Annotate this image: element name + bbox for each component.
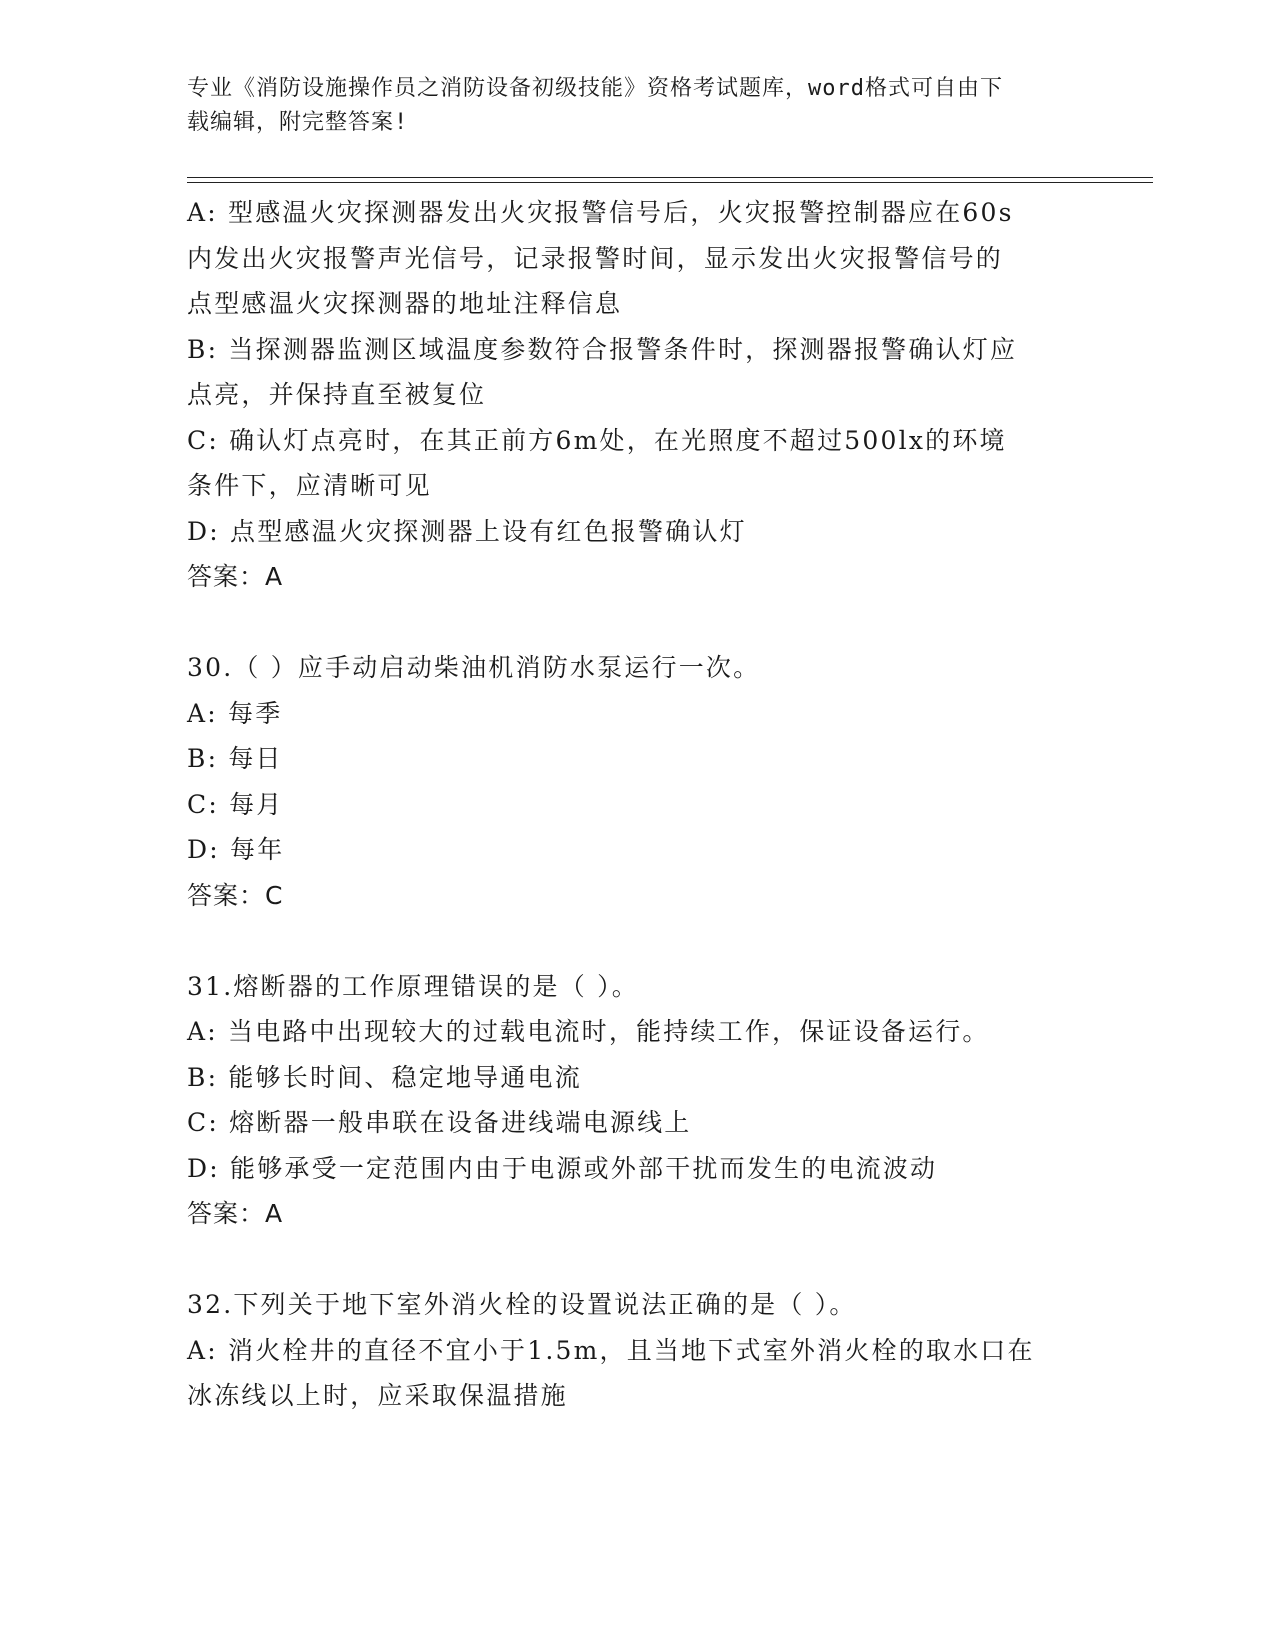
header-divider-top <box>187 177 1153 178</box>
answer: 答案：A <box>187 1199 284 1228</box>
option-c-line-1: C: 确认灯点亮时，在其正前方6m处，在光照度不超过500lx的环境 <box>187 425 1007 455</box>
question-text: 30.（ ）应手动启动柴油机消防水泵运行一次。 <box>187 653 761 682</box>
header-divider-bottom <box>187 182 1153 183</box>
spacer <box>187 1237 1087 1283</box>
question-32-block <box>187 1282 1087 1419</box>
option-b-line-2: 点亮，并保持直至被复位 <box>187 380 487 409</box>
option-a-line-1: A: 消火栓井的直径不宜小于1.5m，且当地下式室外消火栓的取水口在 <box>187 1335 1035 1365</box>
option-a-line-2: 内发出火灾报警声光信号，记录报警时间，显示发出火灾报警信号的 <box>187 243 1004 273</box>
question-text: 32.下列关于地下室外消火栓的设置说法正确的是（ ）。 <box>187 1290 857 1319</box>
answer: 答案：A <box>187 562 284 591</box>
option-c-line-2: 条件下，应清晰可见 <box>187 471 432 500</box>
option-c: C: 熔断器一般串联在设备进线端电源线上 <box>187 1108 692 1137</box>
question-30-block <box>187 645 1087 918</box>
question-content <box>187 190 1087 1419</box>
header-line-2: 载编辑，附完整答案! <box>187 110 409 135</box>
option-a-line-2: 冰冻线以上时，应采取保温措施 <box>187 1381 568 1410</box>
answer: 答案：C <box>187 880 284 910</box>
option-a-line-1: A: 型感温火灾探测器发出火灾报警信号后，火灾报警控制器应在60s <box>187 198 1014 227</box>
option-d: D: 能够承受一定范围内由于电源或外部干扰而发生的电流波动 <box>187 1153 938 1183</box>
spacer <box>187 918 1087 964</box>
option-b: B: 每日 <box>187 744 283 773</box>
option-d: D: 每年 <box>187 835 285 864</box>
previous-question-block <box>187 190 1087 600</box>
option-d: D: 点型感温火灾探测器上设有红色报警确认灯 <box>187 516 747 546</box>
header-line-1: 专业《消防设施操作员之消防设备初级技能》资格考试题库，word格式可自由下 <box>187 76 1003 101</box>
option-b-line-1: B: 当探测器监测区域温度参数符合报警条件时，探测器报警确认灯应 <box>187 334 1018 364</box>
option-c: C: 每月 <box>187 789 284 819</box>
option-b: B: 能够长时间、稳定地导通电流 <box>187 1062 582 1092</box>
question-text: 31.熔断器的工作原理错误的是（ ）。 <box>187 971 640 1001</box>
document-header <box>187 72 1067 140</box>
option-a-line-3: 点型感温火灾探测器的地址注释信息 <box>187 289 623 318</box>
question-31-block <box>187 964 1087 1237</box>
spacer <box>187 600 1087 646</box>
option-a: A: 每季 <box>187 698 283 728</box>
option-a: A: 当电路中出现较大的过载电流时，能持续工作，保证设备运行。 <box>187 1017 990 1046</box>
